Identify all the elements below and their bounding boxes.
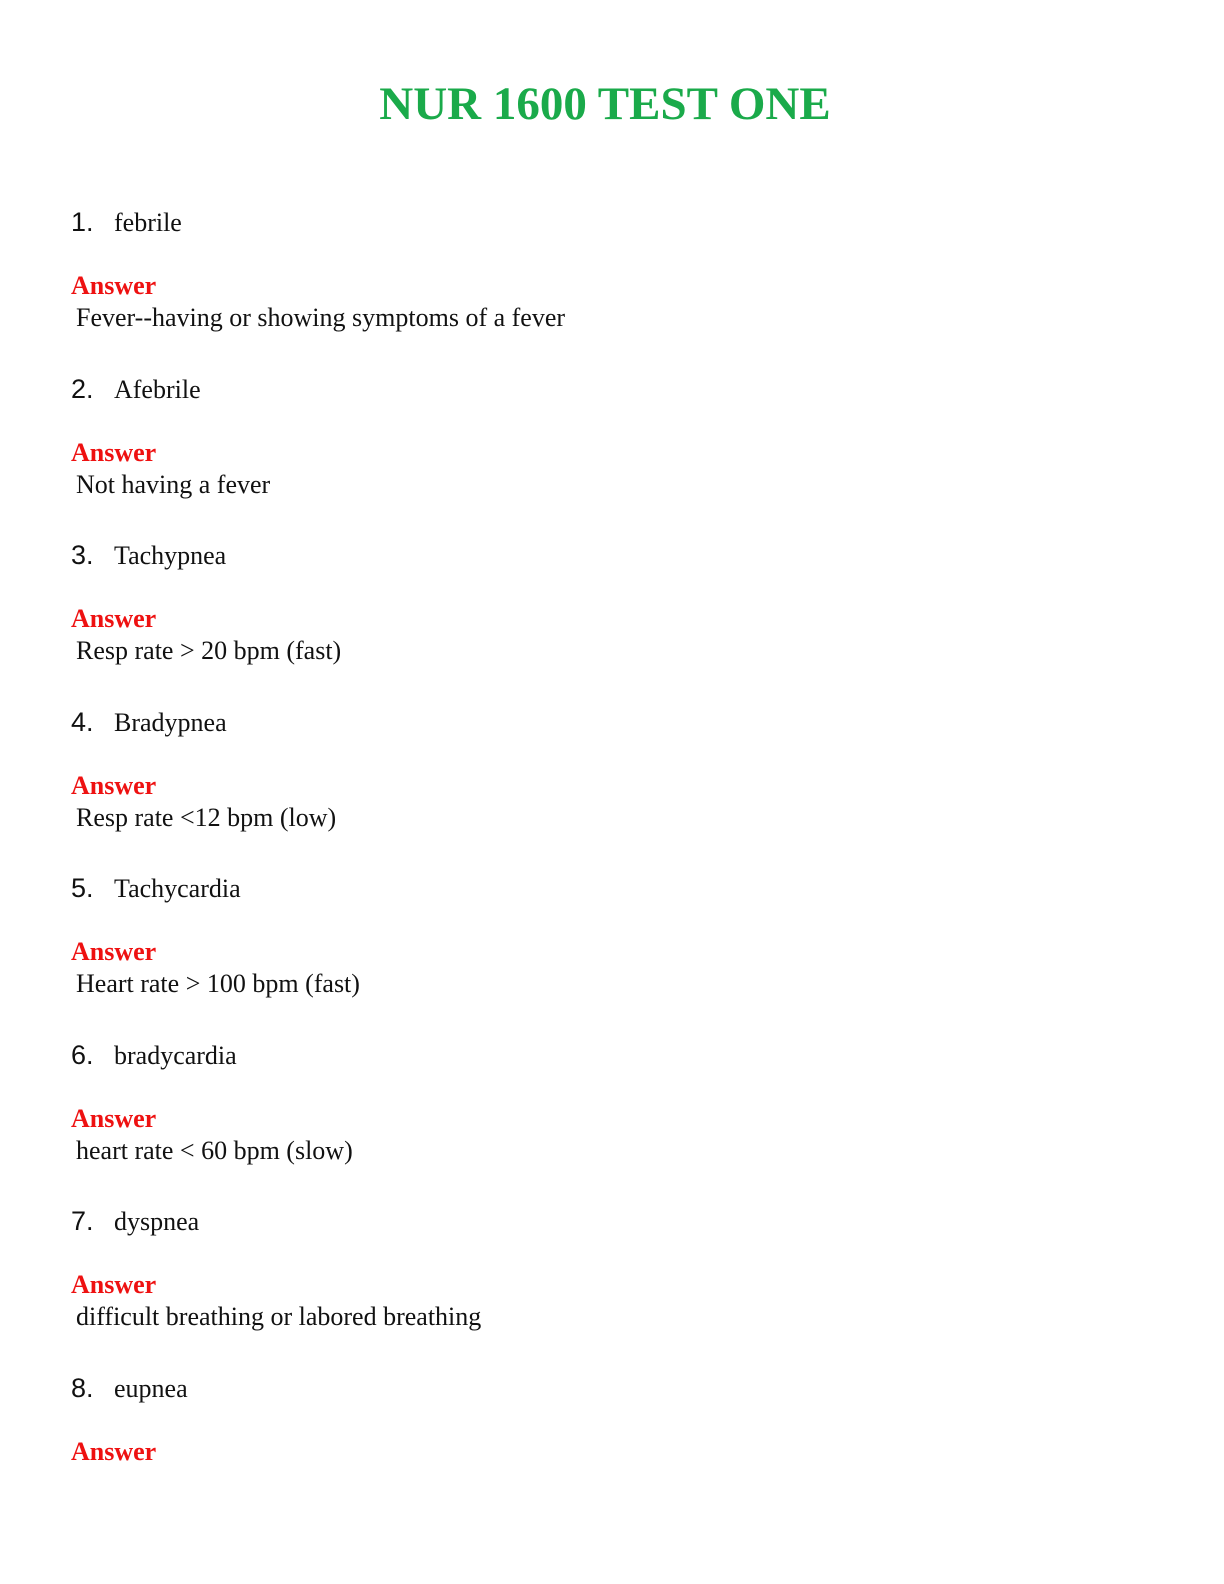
question-number: 4. [71, 706, 94, 737]
question-number: 6. [71, 1039, 94, 1070]
question [71, 367, 201, 411]
question-term: bradycardia [114, 1040, 237, 1070]
question-term: eupnea [114, 1373, 188, 1403]
question-term: Tachypnea [114, 541, 227, 570]
answer-label: Answer [71, 271, 157, 300]
question-term: Bradypnea [114, 707, 227, 737]
question [71, 533, 226, 577]
answer-text: Fever--having or showing symptoms of a fever [76, 303, 566, 332]
question-number: 5. [71, 873, 94, 903]
answer-text: heart rate < 60 bpm (slow) [76, 1135, 353, 1165]
question [71, 866, 241, 910]
answer-label: Answer [71, 1436, 157, 1466]
answer-label: Answer [71, 770, 157, 800]
question-number: 3. [71, 540, 94, 570]
question [71, 1366, 188, 1410]
answer-text: difficult breathing or labored breathing [76, 1302, 482, 1331]
question-item-4 [71, 700, 1151, 867]
question [71, 200, 182, 244]
answer-label: Answer [71, 1103, 157, 1133]
question-item-5 [71, 866, 1151, 1033]
answer-text: Resp rate <12 bpm (low) [76, 802, 337, 832]
answer-label: Answer [71, 437, 157, 467]
question-number: 7. [71, 1206, 94, 1236]
question-item-6 [71, 1033, 1151, 1200]
question-number: 2. [71, 373, 94, 404]
question-item-2 [71, 367, 1151, 534]
question [71, 1033, 237, 1077]
question-item-1 [71, 200, 1151, 367]
question-number: 1. [71, 207, 94, 237]
answer-label: Answer [71, 1270, 157, 1299]
question-item-7 [71, 1199, 1151, 1366]
answer-text: Not having a fever [76, 469, 271, 499]
question-term: Tachycardia [114, 874, 241, 903]
question [71, 700, 227, 744]
answer-label: Answer [71, 604, 157, 633]
page-title: NUR 1600 TEST ONE [379, 78, 831, 130]
question-term: dyspnea [114, 1207, 200, 1236]
question-number: 8. [71, 1372, 94, 1403]
question-term: Afebrile [114, 374, 201, 404]
answer-text: Heart rate > 100 bpm (fast) [76, 969, 360, 998]
question-term: febrile [114, 208, 182, 237]
question-item-3 [71, 533, 1151, 700]
answer-label: Answer [71, 937, 157, 966]
question-list [71, 200, 1151, 1532]
answer-text: Resp rate > 20 bpm (fast) [76, 636, 342, 665]
question-item-8 [71, 1366, 1151, 1533]
question [71, 1199, 199, 1243]
